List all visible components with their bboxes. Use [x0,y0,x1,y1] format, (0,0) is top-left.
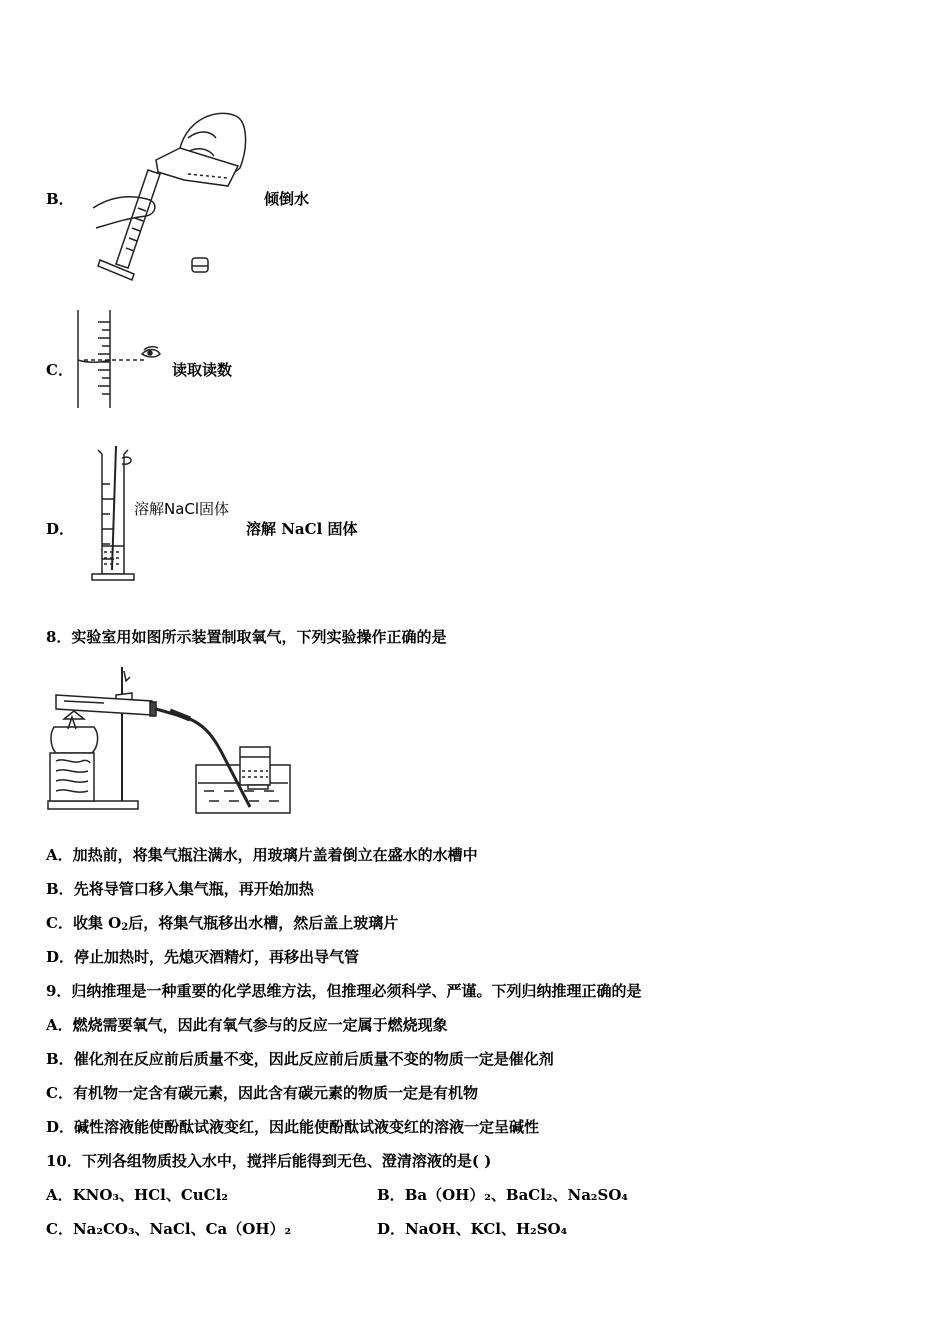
q10-stem: 10．下列各组物质投入水中，搅拌后能得到无色、澄清溶液的是( ) [46,1152,492,1170]
q8-option-c: C．收集 $O_2$后，将集气瓶移出水槽，然后盖上玻璃片 [46,914,399,933]
q8-option-b: B．先将导管口移入集气瓶，再开始加热 [46,880,314,898]
q7-option-b-caption: 倾倒水 [264,190,310,208]
oxygen-apparatus-figure [44,657,300,819]
q9-stem: 9．归纳推理是一种重要的化学思维方法，但推理必须科学、严谨。下列归纳推理正确的是 [46,982,642,1000]
pouring-water-figure [88,108,258,286]
q9-option-d: D．碱性溶液能使酚酞试液变红，因此能使酚酞试液变红的溶液一定呈碱性 [46,1118,540,1136]
q7-option-c-label: C． [46,361,73,379]
q9-option-a: A．燃烧需要氧气，因此有氧气参与的反应一定属于燃烧现象 [46,1016,448,1034]
q10-option-a: A．KNO₃、HCl、CuCl₂ [46,1186,228,1204]
q8-stem: 8．实验室用如图所示装置制取氧气，下列实验操作正确的是 [46,628,447,646]
q7-option-d-caption: 溶解 NaCl 固体 [246,520,358,538]
q10-option-d: D．NaOH、KCl、H₂SO₄ [377,1220,568,1238]
q8-option-a: A．加热前，将集气瓶注满水，用玻璃片盖着倒立在盛水的水槽中 [46,846,478,864]
q10-option-c: C．Na₂CO₃、NaCl、Ca（OH）₂ [46,1220,292,1238]
q10-option-b: B．Ba（OH）₂、BaCl₂、Na₂SO₄ [377,1186,628,1204]
q7-option-d-label: D． [46,520,75,538]
q7-option-d-figure-text: 溶解NaCl固体 [134,500,230,518]
q9-option-b: B．催化剂在反应前后质量不变，因此反应前后质量不变的物质一定是催化剂 [46,1050,554,1068]
reading-scale-figure [72,308,172,410]
q8-option-d: D．停止加热时，先熄灭酒精灯，再移出导气管 [46,948,360,966]
q7-option-c-caption: 读取读数 [172,361,233,379]
q9-option-c: C．有机物一定含有碳元素，因此含有碳元素的物质一定是有机物 [46,1084,478,1102]
q7-option-b-label: B． [46,190,74,208]
